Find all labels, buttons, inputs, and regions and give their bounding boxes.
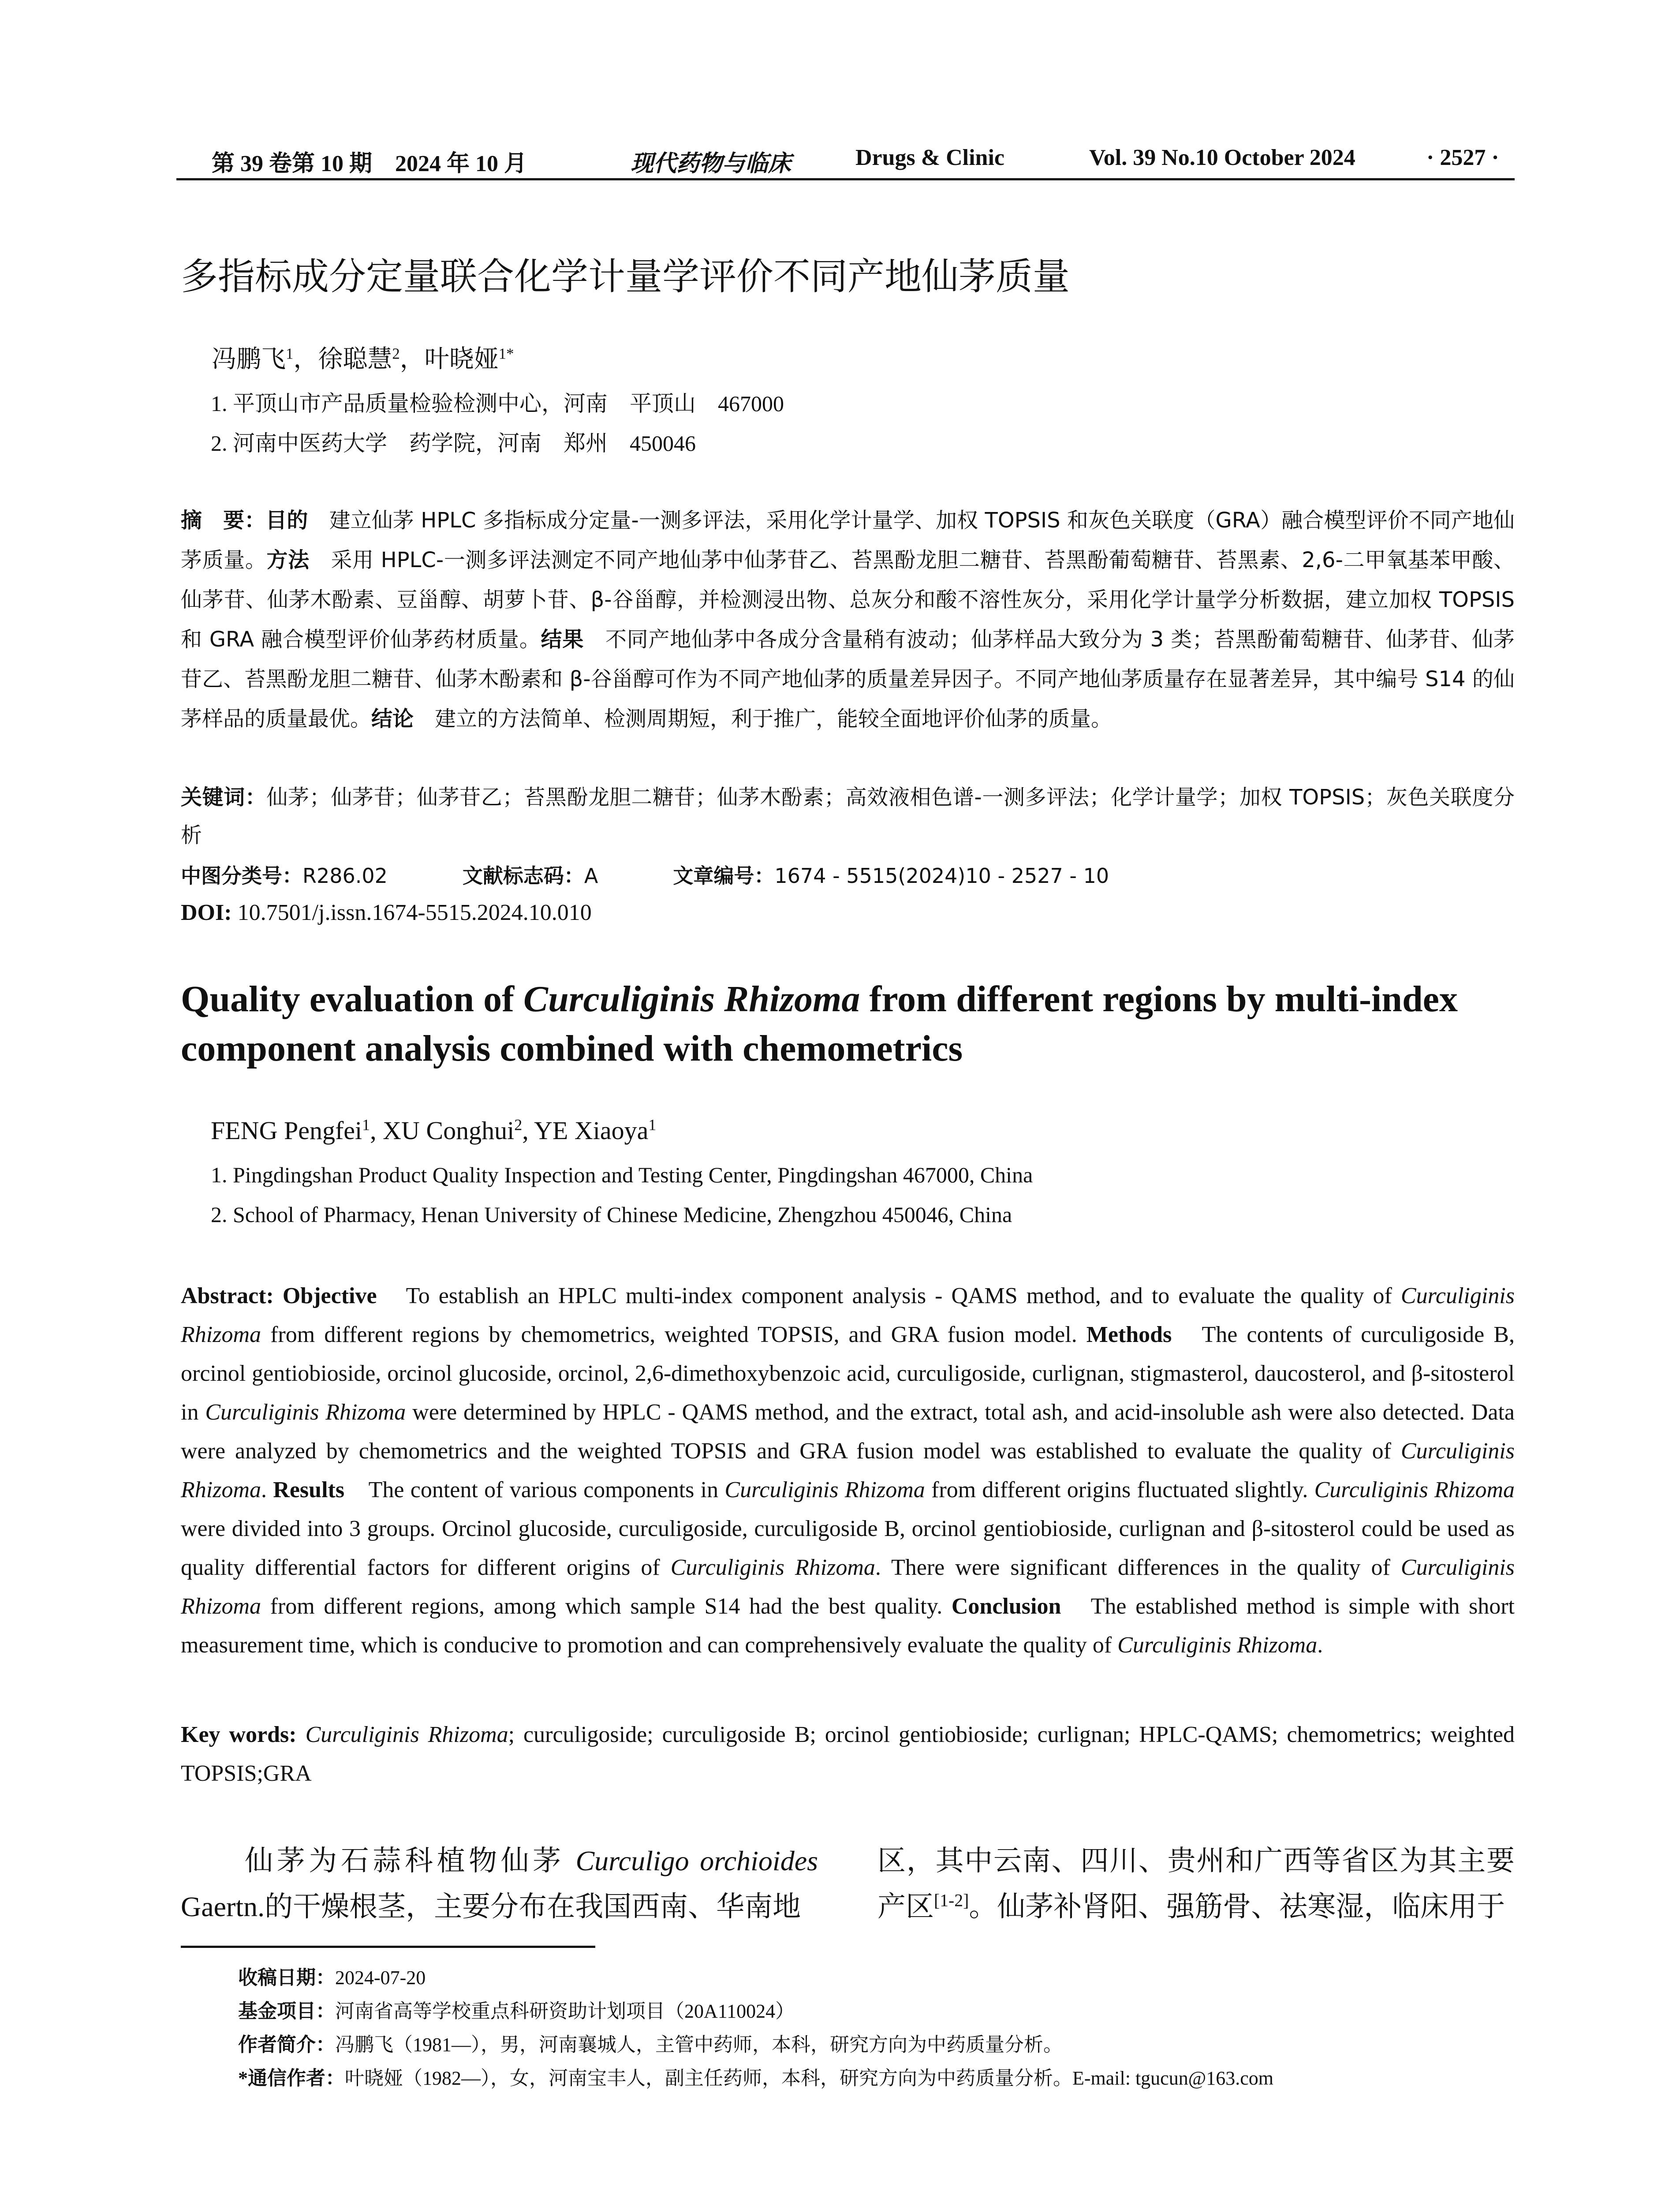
classification-line (181, 860, 1109, 889)
en-species-name: Curculiginis Rhizoma (305, 1722, 508, 1747)
doc-code-label: 文献标志码： (462, 864, 584, 888)
cn-methods-text: 采用 HPLC-一测多评法测定不同产地仙茅中仙茅苷乙、苔黑酚龙胆二糖苷、苔黑酚葡萄糖苷、苔黑素、2,6-二甲氧基苯甲酸、仙茅苷、仙茅木酚素、豆甾醇、胡萝卜苷、β-谷甾醇，并检测浸出物、总灰分和酸不溶性灰分，采用化学计量学分析数据，建立加权 TOPSIS 和 GRA 融合模型评价仙茅药材质量。 (181, 548, 1515, 652)
cn-affiliation-2: 2. 河南中医药大学 药学院，河南 郑州 450046 (211, 431, 696, 456)
doi-value: 10.7501/j.issn.1674-5515.2024.10.010 (231, 900, 592, 925)
en-affiliation-1: 1. Pingdingshan Product Quality Inspection and Testing Center, Pingdingshan 467000, China (211, 1162, 1033, 1187)
article-no-label: 文章编号： (673, 864, 775, 888)
en-author-sup: 1 (362, 1116, 370, 1134)
species-name: Curculigo orchioides (575, 1845, 818, 1876)
en-keywords (181, 1715, 1515, 1793)
footnote-author-bio (238, 2029, 1063, 2057)
cn-author-sup: 1 (286, 345, 294, 363)
cn-objective-text: 建立仙茅 HPLC 多指标成分定量-一测多评法，采用化学计量学、加权 TOPSIS 和灰色关联度（GRA）融合模型评价不同产地仙茅质量。 (181, 508, 1515, 572)
footnote-label: 收稿日期： (238, 1967, 335, 1988)
en-methods-text: The contents of curculigoside B, orcinol gentiobioside, orcinol glucoside, orcinol, 2,6-dimethoxybenzoic acid, curculigoside, curlignan, stigmasterol, daucosterol, and β-sitosterol in (181, 1322, 1515, 1425)
en-affiliation-2: 2. School of Pharmacy, Henan University of Chinese Medicine, Zhengzhou 450046, China (211, 1202, 1012, 1227)
running-header (176, 140, 1515, 180)
header-journal-cn: 现代药物与临床 (631, 151, 791, 176)
cn-author-name: 叶晓娅 (424, 346, 499, 373)
cn-conclusion-text: 建立的方法简单、检测周期短，利于推广，能较全面地评价仙茅的质量。 (414, 706, 1113, 731)
en-conclusion-text: . (1317, 1633, 1323, 1658)
footnote-funding (238, 1995, 795, 2023)
en-abstract (181, 1277, 1515, 1665)
en-author-sup: 1 (648, 1116, 657, 1134)
article-no-value: 1674 - 5515(2024)10 - 2527 - 10 (774, 864, 1109, 888)
en-species-name: Curculiginis Rhizoma (205, 1400, 406, 1425)
cn-author-separator: ， (293, 346, 318, 373)
cn-author-name: 冯鹏飞 (212, 346, 286, 373)
cn-results-label: 结果 (541, 627, 584, 652)
footnote-text: 河南省高等学校重点科研资助计划项目（20A110024） (335, 2000, 795, 2022)
en-abstract-label: Abstract: (181, 1283, 274, 1308)
cn-title: 多指标成分定量联合化学计量学评价不同产地仙茅质量 (181, 255, 1070, 298)
header-volume-cn: 第 39 卷第 10 期 2024 年 10 月 (212, 151, 527, 176)
en-results-label: Results (273, 1477, 345, 1502)
cn-methods-label: 方法 (266, 548, 310, 572)
en-species-name: Curculiginis Rhizoma (724, 1477, 925, 1502)
doc-code-value: A (584, 864, 598, 888)
en-methods-text: were determined by HPLC - QAMS method, and the extract, total ash, and acid-insoluble ash were also detected. Data were analyzed by chemometrics and the weighted TOPSIS and GRA fusion model was established to evaluate the quality of (181, 1400, 1515, 1464)
footnote-label: *通信作者： (238, 2067, 345, 2089)
en-conclusion-text: The established method is simple with short measurement time, which is conducive to promotion and can comprehensively evaluate the quality of (181, 1594, 1515, 1658)
footnote-received (238, 1962, 426, 1990)
doi-line (181, 900, 592, 926)
cn-author-separator: ， (399, 346, 425, 373)
header-volume-en: Vol. 39 No.10 October 2024 (1089, 145, 1355, 170)
footnote-label: 作者简介： (238, 2034, 335, 2056)
cn-abstract-label: 摘 要： (181, 508, 266, 533)
en-author-name: YE Xiaoya (534, 1116, 649, 1145)
en-results-text: from different regions, among which sample S14 had the best quality. (261, 1594, 952, 1619)
cn-results-text: 不同产地仙茅中各成分含量稍有波动；仙茅样品大致分为 3 类；苔黑酚葡萄糖苷、仙茅苷、仙茅苷乙、苔黑酚龙胆二糖苷、仙茅木酚素和 β-谷甾醇可作为不同产地仙茅的质量差异因子。不同产地仙茅质量存在显著差异，其中编号 S14 的仙茅样品的质量最优。 (181, 627, 1515, 731)
en-species-name: Curculiginis Rhizoma (1314, 1477, 1515, 1502)
en-title-part: Quality evaluation of (181, 979, 524, 1020)
en-species-name: Curculiginis Rhizoma (670, 1555, 875, 1580)
header-journal-en: Drugs & Clinic (855, 145, 1004, 170)
en-keywords-text: ; curculigoside; curculigoside B; orcinol gentiobioside; curlignan; HPLC-QAMS; chemometrics; weighted TOPSIS;GRA (181, 1722, 1515, 1786)
footnote-text: 叶晓娅（1982—），女，河南宝丰人，副主任药师，本科，研究方向为中药质量分析。E-mail: tgucun@163.com (345, 2067, 1273, 2089)
cn-authors (212, 340, 514, 375)
footnote-text: 2024-07-20 (335, 1967, 426, 1988)
cn-author-sup: 2 (392, 345, 400, 363)
en-methods-text: . (261, 1477, 273, 1502)
en-results-text: were divided into 3 groups. Orcinol glucoside, curculigoside, curculigoside B, orcinol gentiobioside, curlignan and β-sitosterol could be used as quality differential factors for different origins of (181, 1516, 1515, 1580)
en-objective-text: To establish an HPLC multi-index component analysis - QAMS method, and to evaluate the quality of (377, 1283, 1401, 1308)
cn-keywords-label: 关键词： (181, 785, 267, 810)
citation-ref: [1-2] (934, 1891, 969, 1910)
en-results-text: from different origins fluctuated slightly. (925, 1477, 1314, 1502)
en-title (181, 975, 1515, 1073)
body-text: 。仙茅补肾阳、强筋骨、祛寒湿，临床用于 (969, 1891, 1505, 1922)
en-author-name: XU Conghui (383, 1116, 515, 1145)
en-species-name: Curculiginis Rhizoma (181, 1439, 1515, 1502)
en-conclusion-label: Conclusion (951, 1594, 1061, 1619)
cn-conclusion-label: 结论 (371, 706, 414, 731)
cn-author-name: 徐聪慧 (318, 346, 392, 373)
cn-keywords-text: 仙茅；仙茅苷；仙茅苷乙；苔黑酚龙胆二糖苷；仙茅木酚素；高效液相色谱-一测多评法；化学计量学；加权 TOPSIS；灰色关联度分析 (181, 785, 1515, 848)
body-right-column (877, 1838, 1515, 1930)
body-text: Gaertn.的干燥根茎，主要分布在我国西南、华南地 (181, 1891, 801, 1922)
en-species-name: Curculiginis Rhizoma (181, 1283, 1515, 1347)
en-title-part: from different regions by multi-index component analysis combined with chemometrics (181, 979, 1458, 1069)
en-results-text: . There were significant differences in the quality of (875, 1555, 1401, 1580)
en-species-name: Curculiginis Rhizoma (181, 1555, 1515, 1619)
en-objective-text: from different regions by chemometrics, weighted TOPSIS, and GRA fusion model. (261, 1322, 1086, 1347)
footnote-rule (181, 1946, 595, 1948)
en-results-text: The content of various components in (344, 1477, 725, 1502)
cn-abstract (181, 501, 1515, 739)
en-author-sup: 2 (514, 1116, 523, 1134)
footnote-text: 冯鹏飞（1981—），男，河南襄城人，主管中药师，本科，研究方向为中药质量分析。 (335, 2034, 1063, 2056)
doi-label: DOI: (181, 900, 232, 925)
en-species-name: Curculiginis Rhizoma (1117, 1633, 1318, 1658)
en-keywords-label: Key words: (181, 1722, 297, 1747)
en-objective-label: Objective (282, 1283, 377, 1308)
header-page-number: · 2527 · (1426, 145, 1499, 170)
cn-objective-label: 目的 (265, 508, 308, 533)
cn-keywords (181, 778, 1515, 854)
cn-affiliation-1: 1. 平顶山市产品质量检验检测中心，河南 平顶山 467000 (211, 391, 784, 416)
cn-author-sup: 1* (498, 345, 514, 363)
footnote-label: 基金项目： (238, 2000, 335, 2022)
en-methods-label: Methods (1086, 1322, 1172, 1347)
body-text: 仙茅为石蒜科植物仙茅 (181, 1845, 576, 1876)
en-title-species: Curculiginis Rhizoma (523, 979, 860, 1020)
en-authors: FENG Pengfei$^1$, XU Conghui$^2$, YE Xiaoya$^1$ (211, 1116, 657, 1145)
en-author-name: FENG Pengfei (211, 1116, 362, 1145)
footnote-corresponding (238, 2062, 1273, 2090)
body-text: 区，其中云南、四川、贵州和广西等省区为其主要产区 (877, 1845, 1515, 1922)
clc-value: R286.02 (302, 864, 388, 888)
body-left-column (181, 1838, 818, 1930)
clc-label: 中图分类号： (181, 864, 302, 888)
